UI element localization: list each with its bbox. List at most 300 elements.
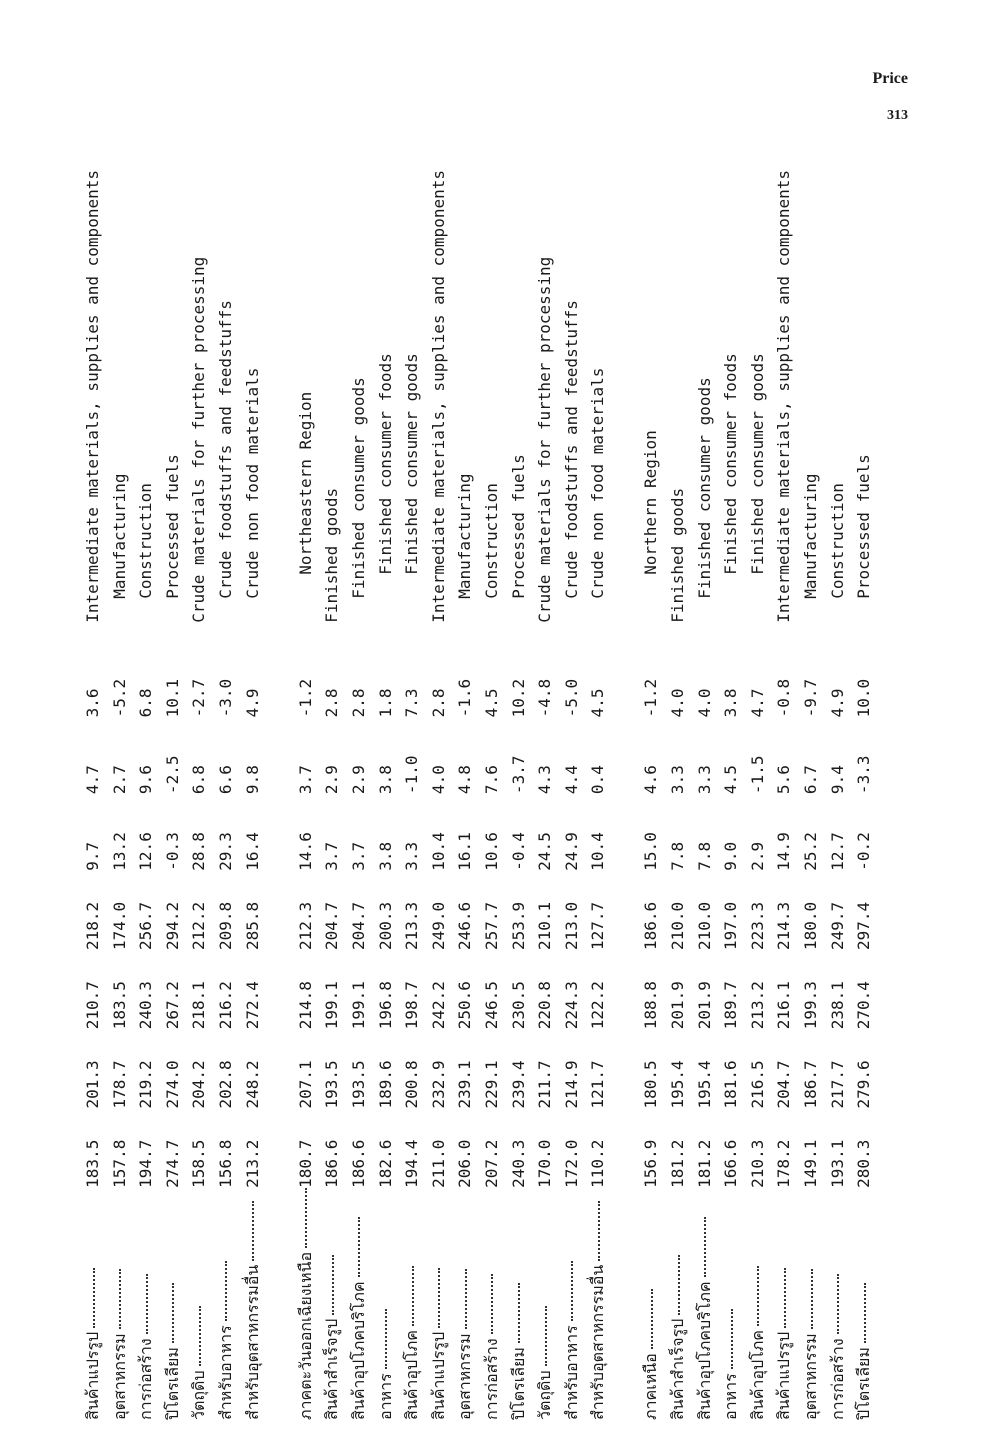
value-cell: 257.7 [481, 901, 501, 950]
table-row [319, 170, 346, 1420]
english-label [718, 170, 745, 641]
value-cell: -2.5 [162, 755, 182, 795]
thai-label-text: อาหาร [721, 1373, 741, 1420]
value-cell: 2.9 [747, 841, 767, 871]
value-cell: 216.2 [215, 981, 235, 1030]
value-cell: 3.3 [668, 765, 688, 795]
value-cell: 2.8 [348, 688, 368, 718]
value-cell: 218.2 [83, 901, 102, 950]
thai-label [186, 1188, 213, 1420]
value-cell: 218.1 [189, 981, 209, 1030]
table-row [825, 170, 852, 1420]
thai-label-text: สินค้าแปรรูป [83, 1331, 102, 1420]
value-cell: 121.7 [588, 1060, 608, 1109]
english-label [240, 170, 267, 641]
value-cell: 201.9 [694, 981, 714, 1030]
english-label [638, 170, 665, 641]
leader-dots [358, 1217, 360, 1277]
value-cell: 250.6 [455, 981, 475, 1030]
value-cell: 246.5 [481, 981, 501, 1030]
table-row [213, 170, 240, 1420]
leader-dots [385, 1309, 387, 1369]
thai-label [692, 1188, 719, 1420]
table-row [160, 170, 187, 1420]
value-cell: 211.0 [428, 1139, 448, 1188]
value-cell: 204.7 [774, 1060, 794, 1109]
value-cell: 274.7 [162, 1139, 182, 1188]
value-cell: -0.3 [162, 832, 182, 871]
english-label-text: Construction [136, 483, 156, 599]
leader-dots [305, 1188, 307, 1248]
value-cell: 229.1 [481, 1060, 501, 1109]
value-cell: 207.2 [481, 1139, 501, 1188]
leader-dots [491, 1274, 493, 1334]
value-cell: 180.0 [801, 901, 821, 950]
value-cell: 166.6 [721, 1139, 741, 1188]
value-cell: 9.6 [136, 765, 156, 795]
thai-label-text: อาหาร [375, 1373, 395, 1420]
table-row [80, 170, 107, 1420]
table-row [798, 170, 825, 1420]
value-cell: 2.9 [322, 765, 342, 795]
value-cell: 199.1 [322, 981, 342, 1030]
value-cell: 188.8 [641, 981, 661, 1030]
value-cell: 240.3 [508, 1139, 528, 1188]
value-cell: 3.3 [402, 841, 422, 871]
english-label [160, 170, 187, 641]
value-cell: 5.6 [774, 765, 794, 795]
english-label [825, 170, 852, 641]
value-cell: 4.4 [561, 765, 581, 795]
table-row [559, 170, 586, 1420]
english-label-text: Finished consumer goods [348, 377, 368, 599]
leader-dots [518, 1283, 520, 1343]
thai-label-text: สินค้าอุปโภค [747, 1330, 767, 1420]
value-cell: 201.3 [83, 1060, 102, 1109]
value-cell: 157.8 [109, 1139, 129, 1188]
thai-label-text: ปิโตรเลียม [854, 1347, 874, 1420]
leader-dots [757, 1266, 759, 1326]
thai-label [638, 1188, 665, 1420]
english-label [213, 170, 240, 641]
value-cell: 1.8 [375, 688, 395, 718]
value-cell: 3.3 [694, 765, 714, 795]
english-label [399, 170, 426, 641]
value-cell: 193.1 [827, 1139, 847, 1188]
value-cell: 9.7 [83, 841, 102, 871]
english-label-text: Crude foodstuffs and feedstuffs [215, 300, 235, 599]
value-cell: 224.3 [561, 981, 581, 1030]
thai-label-text: สินค้าสำเร็จรูป [668, 1318, 688, 1420]
value-cell: -5.0 [561, 678, 581, 718]
value-cell: 238.1 [827, 981, 847, 1030]
value-cell: -1.0 [402, 755, 422, 795]
value-cell: 13.2 [109, 832, 129, 871]
value-cell: 248.2 [242, 1060, 262, 1109]
value-cell: 2.9 [348, 765, 368, 795]
thai-label-text: อุตสาหกรรม [109, 1333, 129, 1420]
thai-label-text: สินค้าอุปโภค [402, 1330, 422, 1420]
english-label [186, 170, 213, 641]
leader-dots [598, 1201, 600, 1261]
thai-label-text: ภาคเหนือ [641, 1353, 661, 1420]
english-label [452, 170, 479, 641]
leader-dots [412, 1266, 414, 1326]
value-cell: 212.2 [189, 901, 209, 950]
table-row [692, 170, 719, 1420]
leader-dots [678, 1255, 680, 1315]
english-label [771, 170, 798, 641]
value-cell: 10.0 [854, 678, 874, 718]
table-row [452, 170, 479, 1420]
value-cell: 178.2 [774, 1139, 794, 1188]
value-cell: 242.2 [428, 981, 448, 1030]
value-cell: 4.0 [428, 765, 448, 795]
thai-label-text: การก่อสร้าง [827, 1338, 847, 1420]
value-cell: -3.7 [508, 755, 528, 795]
value-cell: 294.2 [162, 901, 182, 950]
value-cell: 3.7 [348, 841, 368, 871]
value-cell: 189.6 [375, 1060, 395, 1109]
value-cell: 110.2 [588, 1139, 608, 1188]
english-label-text: Processed fuels [854, 454, 874, 599]
value-cell: 4.5 [481, 688, 501, 718]
value-cell: 239.4 [508, 1060, 528, 1109]
value-cell: 181.6 [721, 1060, 741, 1109]
table-row [346, 170, 373, 1420]
value-cell: 7.3 [402, 688, 422, 718]
english-label-text: Northern Region [641, 430, 661, 575]
value-cell: 10.6 [481, 832, 501, 871]
value-cell: 4.9 [827, 688, 847, 718]
value-cell: -1.2 [295, 678, 315, 718]
value-cell: 249.0 [428, 901, 448, 950]
thai-label [745, 1188, 772, 1420]
value-cell: -2.7 [189, 678, 209, 718]
english-label [851, 170, 878, 641]
value-cell: 3.7 [322, 841, 342, 871]
value-cell: 10.2 [508, 678, 528, 718]
value-cell: 183.5 [109, 981, 129, 1030]
english-label-text: Crude non food materials [588, 367, 608, 599]
leader-dots [864, 1283, 866, 1343]
value-cell: 267.2 [162, 981, 182, 1030]
rotated-table-container [80, 170, 880, 1420]
english-label-text: Finished consumer goods [402, 353, 422, 575]
value-cell: -0.8 [774, 678, 794, 718]
value-cell: 206.0 [455, 1139, 475, 1188]
value-cell: 14.6 [295, 832, 315, 871]
value-cell: 12.7 [827, 832, 847, 871]
english-label-text: Manufacturing [109, 473, 129, 599]
value-cell: 3.7 [295, 765, 315, 795]
leader-dots [811, 1269, 813, 1329]
value-cell: 2.8 [428, 688, 448, 718]
english-label-text: Finished consumer foods [375, 353, 395, 575]
value-cell: -0.4 [508, 832, 528, 871]
table-row [479, 170, 506, 1420]
english-label-text: Finished consumer goods [747, 353, 767, 575]
thai-label [479, 1188, 506, 1420]
value-cell: 200.8 [402, 1060, 422, 1109]
value-cell: 219.2 [136, 1060, 156, 1109]
value-cell: 256.7 [136, 901, 156, 950]
english-label [133, 170, 160, 641]
value-cell: 200.3 [375, 901, 395, 950]
value-cell: 0.4 [588, 765, 608, 795]
value-cell: 180.7 [295, 1139, 315, 1188]
english-label [293, 170, 320, 641]
value-cell: 122.2 [588, 981, 608, 1030]
value-cell: 149.1 [801, 1139, 821, 1188]
value-cell: 197.0 [721, 901, 741, 950]
value-cell: 280.3 [854, 1139, 874, 1188]
value-cell: 189.7 [721, 981, 741, 1030]
value-cell: 210.1 [535, 901, 555, 950]
value-cell: 214.8 [295, 981, 315, 1030]
table-row [585, 170, 612, 1420]
thai-label-text: สำหรับอาหาร [561, 1325, 581, 1420]
english-label-text: Finished consumer goods [694, 377, 714, 599]
value-cell: 158.5 [189, 1139, 209, 1188]
value-cell: 4.7 [747, 688, 767, 718]
value-cell: 172.0 [561, 1139, 581, 1188]
english-label [585, 170, 612, 641]
thai-label [452, 1188, 479, 1420]
thai-label [559, 1188, 586, 1420]
thai-label-text: อุตสาหกรรม [801, 1333, 821, 1420]
value-cell: 181.2 [668, 1139, 688, 1188]
leader-dots [119, 1269, 121, 1329]
english-label-text: Processed fuels [508, 454, 528, 599]
value-cell: 16.4 [242, 832, 262, 871]
value-cell: -1.6 [455, 678, 475, 718]
thai-label [293, 1188, 320, 1420]
thai-label-text: วัตถุดิบ [189, 1370, 209, 1420]
value-cell: 216.1 [774, 981, 794, 1030]
thai-label [160, 1188, 187, 1420]
value-cell: 181.2 [694, 1139, 714, 1188]
english-label [479, 170, 506, 641]
thai-label [585, 1188, 612, 1420]
value-cell: 272.4 [242, 981, 262, 1030]
thai-label [133, 1188, 160, 1420]
value-cell: 193.5 [322, 1060, 342, 1109]
value-cell: -3.0 [215, 678, 235, 718]
thai-label [771, 1188, 798, 1420]
english-label [745, 170, 772, 641]
value-cell: 6.7 [801, 765, 821, 795]
value-cell: 210.7 [83, 981, 102, 1030]
thai-label-text: อุตสาหกรรม [455, 1333, 475, 1420]
value-cell: 213.3 [402, 901, 422, 950]
thai-label [240, 1188, 267, 1420]
english-label-text: Finished goods [668, 487, 688, 623]
leader-dots [172, 1283, 174, 1343]
value-cell: 253.9 [508, 901, 528, 950]
table-row [426, 170, 453, 1420]
thai-label-text: สินค้าแปรรูป [428, 1331, 448, 1420]
value-cell: 249.7 [827, 901, 847, 950]
value-cell: 230.5 [508, 981, 528, 1030]
english-label-text: Construction [827, 483, 847, 599]
english-label [532, 170, 559, 641]
value-cell: 24.5 [535, 832, 555, 871]
table-row [373, 170, 400, 1420]
region-row [638, 170, 665, 1420]
value-cell: 15.0 [641, 832, 661, 871]
spacer-row [612, 170, 639, 1420]
table-row [851, 170, 878, 1420]
english-label [319, 170, 346, 641]
thai-label [718, 1188, 745, 1420]
value-cell: 9.8 [242, 765, 262, 795]
value-cell: 270.4 [854, 981, 874, 1030]
value-cell: 180.5 [641, 1060, 661, 1109]
thai-label-text: สำหรับอุตสาหกรรมอื่น [588, 1264, 608, 1420]
value-cell: 213.0 [561, 901, 581, 950]
page-header-title: Price [872, 70, 908, 87]
value-cell: 239.1 [455, 1060, 475, 1109]
value-cell: 4.6 [641, 765, 661, 795]
table-row [186, 170, 213, 1420]
value-cell: 198.7 [402, 981, 422, 1030]
leader-dots [651, 1289, 653, 1349]
value-cell: 7.6 [481, 765, 501, 795]
leader-dots [731, 1309, 733, 1369]
thai-label-text: สำหรับอุตสาหกรรมอื่น [242, 1264, 262, 1420]
thai-label [346, 1188, 373, 1420]
value-cell: -1.2 [641, 678, 661, 718]
english-label [665, 170, 692, 641]
value-cell: 3.8 [721, 688, 741, 718]
value-cell: 274.0 [162, 1060, 182, 1109]
table-row [745, 170, 772, 1420]
leader-dots [704, 1217, 706, 1277]
value-cell: 214.9 [561, 1060, 581, 1109]
value-cell: 4.0 [694, 688, 714, 718]
english-label [426, 170, 453, 641]
english-label [107, 170, 134, 641]
english-label-text: Intermediate materials, supplies and components [774, 170, 794, 623]
english-label-text: Intermediate materials, supplies and components [428, 170, 448, 623]
value-cell: 210.3 [747, 1139, 767, 1188]
value-cell: 2.7 [109, 765, 129, 795]
value-cell: 3.6 [83, 688, 102, 718]
value-cell: -1.5 [747, 755, 767, 795]
thai-label-text: วัตถุดิบ [535, 1370, 555, 1420]
value-cell: 202.8 [215, 1060, 235, 1109]
leader-dots [571, 1261, 573, 1321]
value-cell: 297.4 [854, 901, 874, 950]
thai-label-text: การก่อสร้าง [481, 1338, 501, 1420]
thai-label [426, 1188, 453, 1420]
leader-dots [784, 1268, 786, 1328]
english-label [692, 170, 719, 641]
value-cell: 186.6 [322, 1139, 342, 1188]
english-label-text: Crude materials for further processing [535, 256, 555, 623]
value-cell: -0.2 [854, 832, 874, 871]
value-cell: 212.3 [295, 901, 315, 950]
value-cell: 240.3 [136, 981, 156, 1030]
value-cell: -5.2 [109, 678, 129, 718]
english-label-text: Processed fuels [162, 454, 182, 599]
thai-label [798, 1188, 825, 1420]
value-cell: 216.5 [747, 1060, 767, 1109]
thai-label [80, 1188, 107, 1420]
value-cell: 209.8 [215, 901, 235, 950]
leader-dots [199, 1306, 201, 1366]
value-cell: 220.8 [535, 981, 555, 1030]
value-cell: 210.0 [668, 901, 688, 950]
table-row [771, 170, 798, 1420]
english-label [346, 170, 373, 641]
english-label-text: Finished consumer foods [721, 353, 741, 575]
table-row [133, 170, 160, 1420]
thai-label [373, 1188, 400, 1420]
value-cell: 183.5 [83, 1139, 102, 1188]
table-row [532, 170, 559, 1420]
value-cell: 285.8 [242, 901, 262, 950]
value-cell: 127.7 [588, 901, 608, 950]
value-cell: 204.2 [189, 1060, 209, 1109]
thai-label [399, 1188, 426, 1420]
value-cell: 24.9 [561, 832, 581, 871]
thai-label [213, 1188, 240, 1420]
value-cell: 28.8 [189, 832, 209, 871]
table-body [80, 170, 878, 1420]
value-cell: 6.8 [136, 688, 156, 718]
value-cell: 4.5 [721, 765, 741, 795]
thai-label-text: สำหรับอาหาร [215, 1325, 235, 1420]
table-row [718, 170, 745, 1420]
spacer-cell [266, 170, 293, 1420]
english-label-text: Crude foodstuffs and feedstuffs [561, 300, 581, 599]
value-cell: 213.2 [747, 981, 767, 1030]
price-index-table [80, 170, 878, 1420]
english-label-text: Construction [481, 483, 501, 599]
thai-label [851, 1188, 878, 1420]
value-cell: 29.3 [215, 832, 235, 871]
value-cell: 3.8 [375, 765, 395, 795]
value-cell: 9.4 [827, 765, 847, 795]
value-cell: 195.4 [668, 1060, 688, 1109]
thai-label-text: สินค้าอุปโภคบริโภค [348, 1281, 368, 1420]
thai-label [107, 1188, 134, 1420]
thai-label [506, 1188, 533, 1420]
value-cell: 3.8 [375, 841, 395, 871]
value-cell: 193.5 [348, 1060, 368, 1109]
value-cell: 4.9 [242, 688, 262, 718]
value-cell: 14.9 [774, 832, 794, 871]
region-row [293, 170, 320, 1420]
spacer-row [266, 170, 293, 1420]
english-label [798, 170, 825, 641]
table-row [107, 170, 134, 1420]
thai-label [665, 1188, 692, 1420]
spacer-cell [612, 170, 639, 1420]
leader-dots [93, 1268, 95, 1328]
value-cell: 207.1 [295, 1060, 315, 1109]
value-cell: 156.8 [215, 1139, 235, 1188]
leader-dots [332, 1255, 334, 1315]
leader-dots [438, 1268, 440, 1328]
value-cell: 6.8 [189, 765, 209, 795]
value-cell: 7.8 [694, 841, 714, 871]
value-cell: 194.7 [136, 1139, 156, 1188]
thai-label [319, 1188, 346, 1420]
english-label [506, 170, 533, 641]
